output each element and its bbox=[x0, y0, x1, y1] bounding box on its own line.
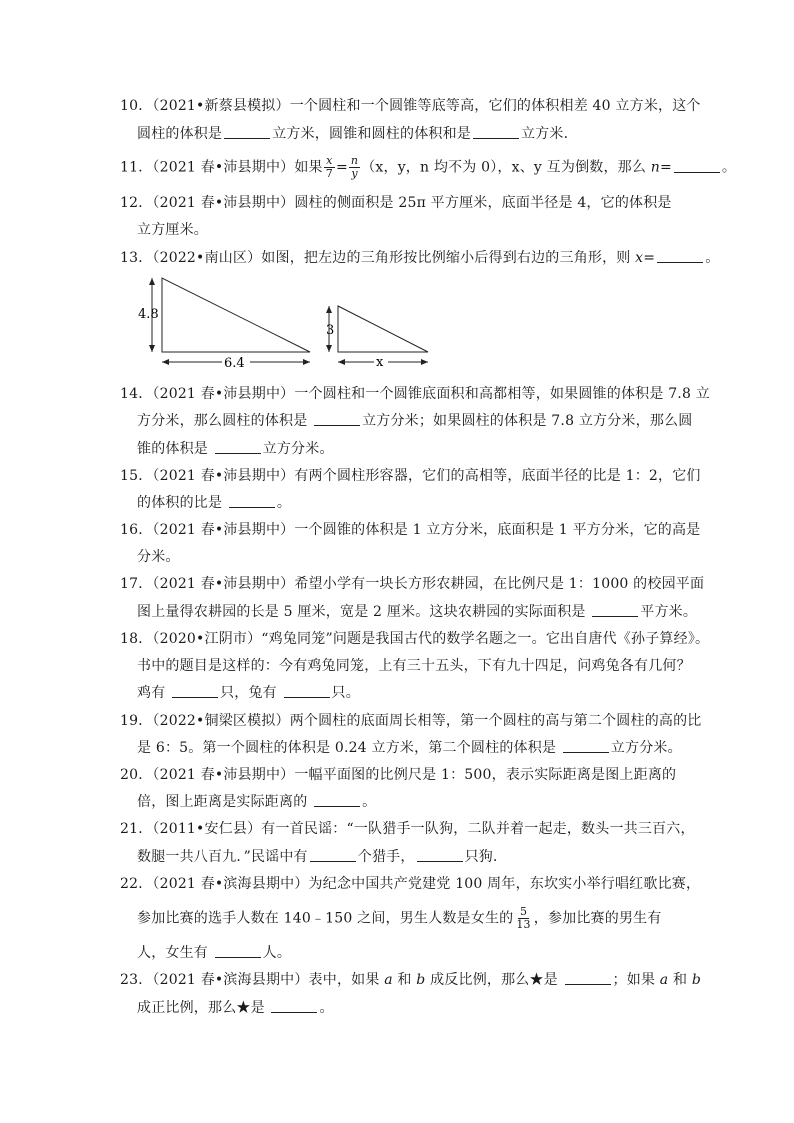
arrow-right-icon bbox=[421, 359, 428, 365]
arrow-left-icon bbox=[338, 359, 345, 365]
q10-line2: 圆柱的体积是 立方米，圆锥和圆柱的体积和是 立方米． bbox=[137, 126, 578, 142]
q20-line1: 20．（2021 春•沛县期中）一幅平面图的比例尺是 1：500，表示实际距离是图上距离的 bbox=[120, 767, 677, 783]
q17-line2: 图上量得农耕园的长是 5 厘米，宽是 2 厘米。这块农耕园的实际面积是 平方米。 bbox=[137, 604, 698, 620]
q23-line1: 23．（2021 春•滨海县期中）表中，如果 a 和 b 成反比例，那么★是 ；如果 a 和 b bbox=[120, 972, 702, 988]
answer-blank[interactable] bbox=[224, 124, 270, 139]
q23-line2: 成正比例，那么★是 。 bbox=[137, 1000, 334, 1016]
arrow-down-icon bbox=[149, 345, 155, 352]
q14-line2: 方分米，那么圆柱的体积是 立方分米；如果圆柱的体积是 7.8 立方分米，那么圆 bbox=[137, 413, 693, 429]
answer-blank[interactable] bbox=[563, 738, 609, 753]
q10-line1: 10．（2021•新蔡县模拟）一个圆柱和一个圆锥等底等高，它们的体积相差 40 立方米，这个 bbox=[120, 98, 701, 114]
q18-line1: 18．（2020•江阴市）“鸡兔同笼”问题是我国古代的数学名题之一。它出自唐代《孙子算经》。 bbox=[120, 631, 710, 647]
q19-line1: 19．（2022•铜梁区模拟）两个圆柱的底面周长相等，第一个圆柱的高与第二个圆柱的高的比 bbox=[120, 713, 702, 729]
answer-blank[interactable] bbox=[271, 998, 317, 1013]
q18-line3: 鸡有 只，兔有 只。 bbox=[137, 685, 360, 701]
q14-line1: 14．（2021 春•沛县期中）一个圆柱和一个圆锥底面积和高都相等，如果圆锥的体积是 7.8 立 bbox=[120, 386, 710, 402]
q11-line1: 11．（2021 春•沛县期中）如果 $\frac{x}{7}$ = $\frac{n}{y}$ （x，y，n 均不为 0），x、y 互为倒数，那么 n= 。 bbox=[120, 154, 737, 180]
small-triangle bbox=[338, 306, 428, 352]
fraction-n-over-y: $\frac{n}{y}$ bbox=[350, 154, 359, 180]
answer-blank[interactable] bbox=[284, 683, 330, 698]
big-triangle bbox=[162, 278, 310, 352]
q17-line1: 17．（2021 春•沛县期中）希望小学有一块长方形农耕园，在比例尺是 1：1000 的校园平面 bbox=[120, 576, 705, 592]
q14-line3: 锥的体积是 立方分米。 bbox=[137, 441, 334, 457]
q12-line2: 立方厘米。 bbox=[137, 222, 208, 238]
fraction-x-over-7: $\frac{x}{7}$ bbox=[325, 154, 333, 180]
answer-blank[interactable] bbox=[417, 847, 463, 862]
small-base-label: x bbox=[376, 355, 384, 370]
q18-line2: 书中的题目是这样的：今有鸡兔同笼，上有三十五头，下有九十四足，问鸡兔各有几何？ bbox=[137, 658, 691, 674]
fraction-5-over-13: $\frac{5}{13}$ bbox=[516, 905, 531, 931]
answer-blank[interactable] bbox=[314, 792, 360, 807]
q16-line1: 16．（2021 春•沛县期中）一个圆锥的体积是 1 立方分米，底面积是 1 平方分米，它的高是 bbox=[120, 522, 701, 538]
q21-line2: 数腿一共八百九．”民谣中有 个猎手， 只狗． bbox=[137, 849, 508, 865]
answer-blank[interactable] bbox=[310, 847, 356, 862]
q20-line2: 倍，图上距离是实际距离的 。 bbox=[137, 794, 377, 810]
arrow-left-icon bbox=[162, 359, 169, 365]
answer-blank[interactable] bbox=[657, 248, 703, 263]
q16-line2: 分米。 bbox=[137, 549, 180, 565]
answer-blank[interactable] bbox=[592, 602, 638, 617]
arrow-up-icon bbox=[326, 306, 332, 313]
arrow-up-icon bbox=[149, 278, 155, 285]
q22-line2: 参加比赛的选手人数在 140﹣150 之间，男生人数是女生的 $\frac{5}{13}$ ，参加比赛的男生有 bbox=[137, 905, 662, 931]
arrow-down-icon bbox=[326, 345, 332, 352]
big-height-label: 4.8 bbox=[138, 307, 159, 322]
answer-blank[interactable] bbox=[565, 970, 611, 985]
q15-line1: 15．（2021 春•沛县期中）有两个圆柱形容器，它们的高相等，底面半径的比是 1：2，它们 bbox=[120, 468, 701, 484]
answer-blank[interactable] bbox=[314, 411, 360, 426]
big-base-label: 6.4 bbox=[224, 356, 245, 371]
answer-blank[interactable] bbox=[215, 439, 261, 454]
arrow-right-icon bbox=[303, 359, 310, 365]
q12-line1: 12．（2021 春•沛县期中）圆柱的侧面积是 25π 平方厘米，底面半径是 4，它的体积是 bbox=[120, 195, 672, 211]
answer-blank[interactable] bbox=[473, 124, 519, 139]
q15-line2: 的体积的比是 。 bbox=[137, 495, 292, 511]
answer-blank[interactable] bbox=[229, 493, 275, 508]
answer-blank[interactable] bbox=[172, 683, 218, 698]
answer-blank[interactable] bbox=[674, 158, 720, 173]
q13-line1: 13．（2022•南山区）如图，把左边的三角形按比例缩小后得到右边的三角形，则 x= 。 bbox=[120, 250, 720, 266]
q19-line2: 是 6：5。第一个圆柱的体积是 0.24 立方米，第二个圆柱的体积是 立方分米。 bbox=[137, 740, 682, 756]
q22-line3: 人，女生有 人。 bbox=[137, 945, 292, 961]
q21-line1: 21．（2011•安仁县）有一首民谣：“一队猎手一队狗，二队并着一起走，数头一共三百六， bbox=[120, 821, 695, 837]
q22-line1: 22．（2021 春•滨海县期中）为纪念中国共产党建党 100 周年，东坎实小举行唱红歌比赛， bbox=[120, 876, 701, 892]
triangle-figure bbox=[130, 272, 440, 382]
small-height-label: 3 bbox=[326, 323, 335, 338]
answer-blank[interactable] bbox=[215, 943, 261, 958]
